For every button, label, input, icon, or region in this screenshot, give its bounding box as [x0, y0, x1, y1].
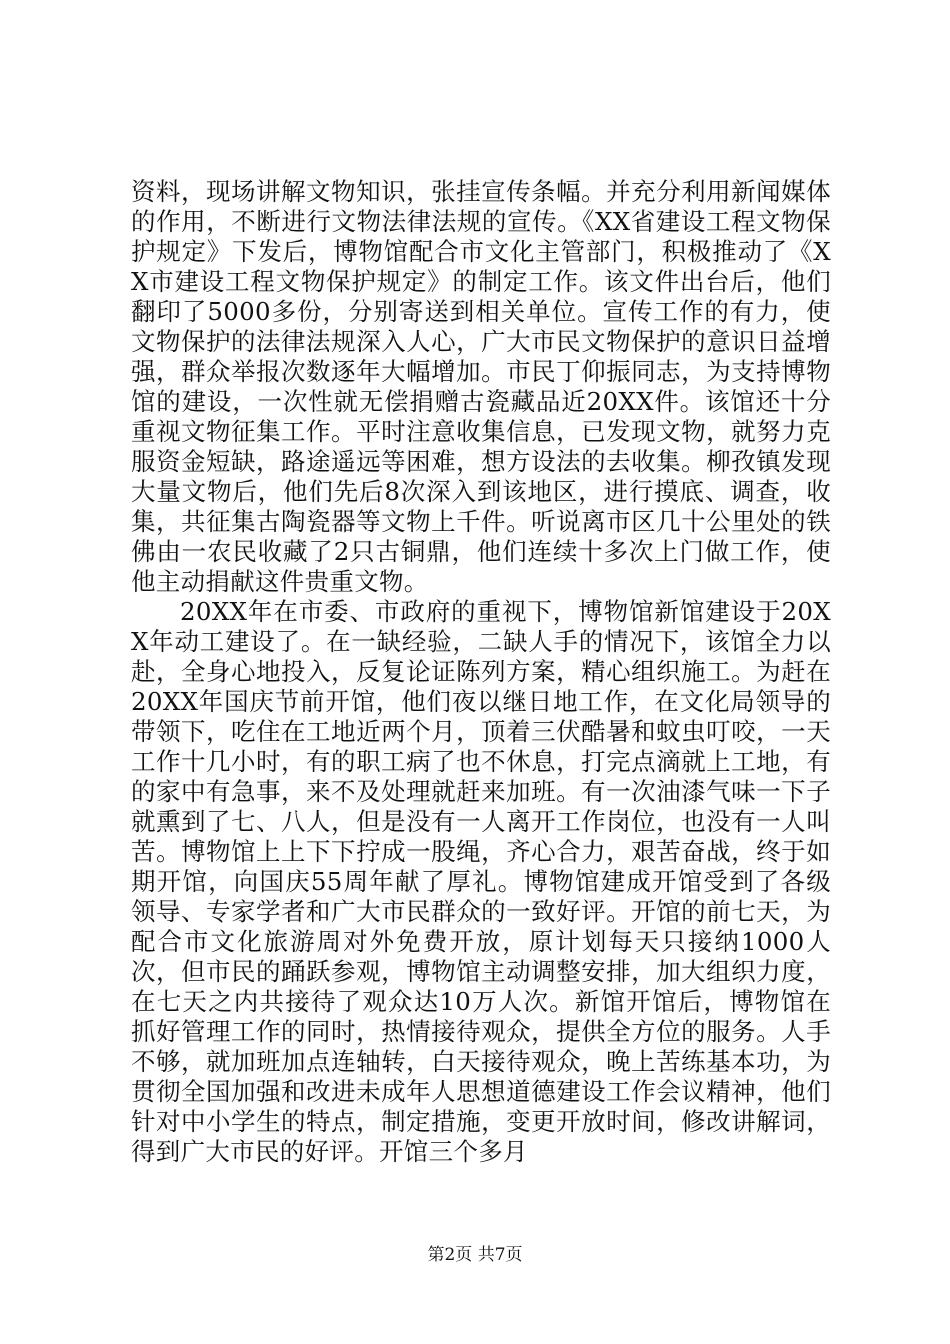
document-body: [131, 177, 831, 1167]
page-footer-number: 第2页 共7页: [427, 1245, 523, 1265]
paragraph-continuation: 资料，现场讲解文物知识，张挂宣传条幅。并充分利用新闻媒体的作用，不断进行文物法律法规的宣传。《XX省建设工程文物保护规定》下发后，博物馆配合市文化主管部门，积极推动了《XX市建设工程文物保护规定》的制定工作。该文件出台后，他们翻印了5000多份，分别寄送到相关单位。宣传工作的有力，使文物保护的法律法规深入人心，广大市民文物保护的意识日益增强，群众举报次数逐年大幅增加。市民丁仰振同志，为支持博物馆的建设，一次性就无偿捐赠古瓷藏品近20XX件。该馆还十分重视文物征集工作。平时注意收集信息，已发现文物，就努力克服资金短缺，路途遥远等困难，想方设法的去收集。柳孜镇发现大量文物后，他们先后8次深入到该地区，进行摸底、调查，收集，共征集古陶瓷器等文物上千件。听说离市区几十公里处的铁佛由一农民收藏了2只古铜鼎，他们连续十多次上门做工作，使他主动捐献这件贵重文物。: [131, 177, 832, 596]
paragraph-museum-construction: 20XX年在市委、市政府的重视下，博物馆新馆建设于20XX年动工建设了。在一缺经验，二缺人手的情况下，该馆全力以赴，全身心地投入，反复论证陈列方案，精心组织施工。为赶在20XX年国庆节前开馆，他们夜以继日地工作，在文化局领导的带领下，吃住在工地近两个月，顶着三伏酷暑和蚊虫叮咬，一天工作十几小时，有的职工病了也不休息，打完点滴就上工地，有的家中有急事，来不及处理就赶来加班。有一次油漆气味一下子就熏到了七、八人，但是没有一人离开工作岗位，也没有一人叫苦。博物馆上上下下拧成一股绳，齐心合力，艰苦奋战，终于如期开馆，向国庆55周年献了厚礼。博物馆建成开馆受到了各级领导、专家学者和广大市民群众的一致好评。开馆的前七天，为配合市文化旅游周对外免费开放，原计划每天只接纳1000人次，但市民的踊跃参观，博物馆主动调整安排，加大组织力度，在七天之内共接待了观众达10万人次。新馆开馆后，博物馆在抓好管理工作的同时，热情接待观众，提供全方位的服务。人手不够，就加班加点连轴转，白天接待观众，晚上苦练基本功，为贯彻全国加强和改进未成年人思想道德建设工作会议精神，他们针对中小学生的特点，制定措施，变更开放时间，修改讲解词，得到广大市民的好评。开馆三个多月: [131, 597, 831, 1166]
